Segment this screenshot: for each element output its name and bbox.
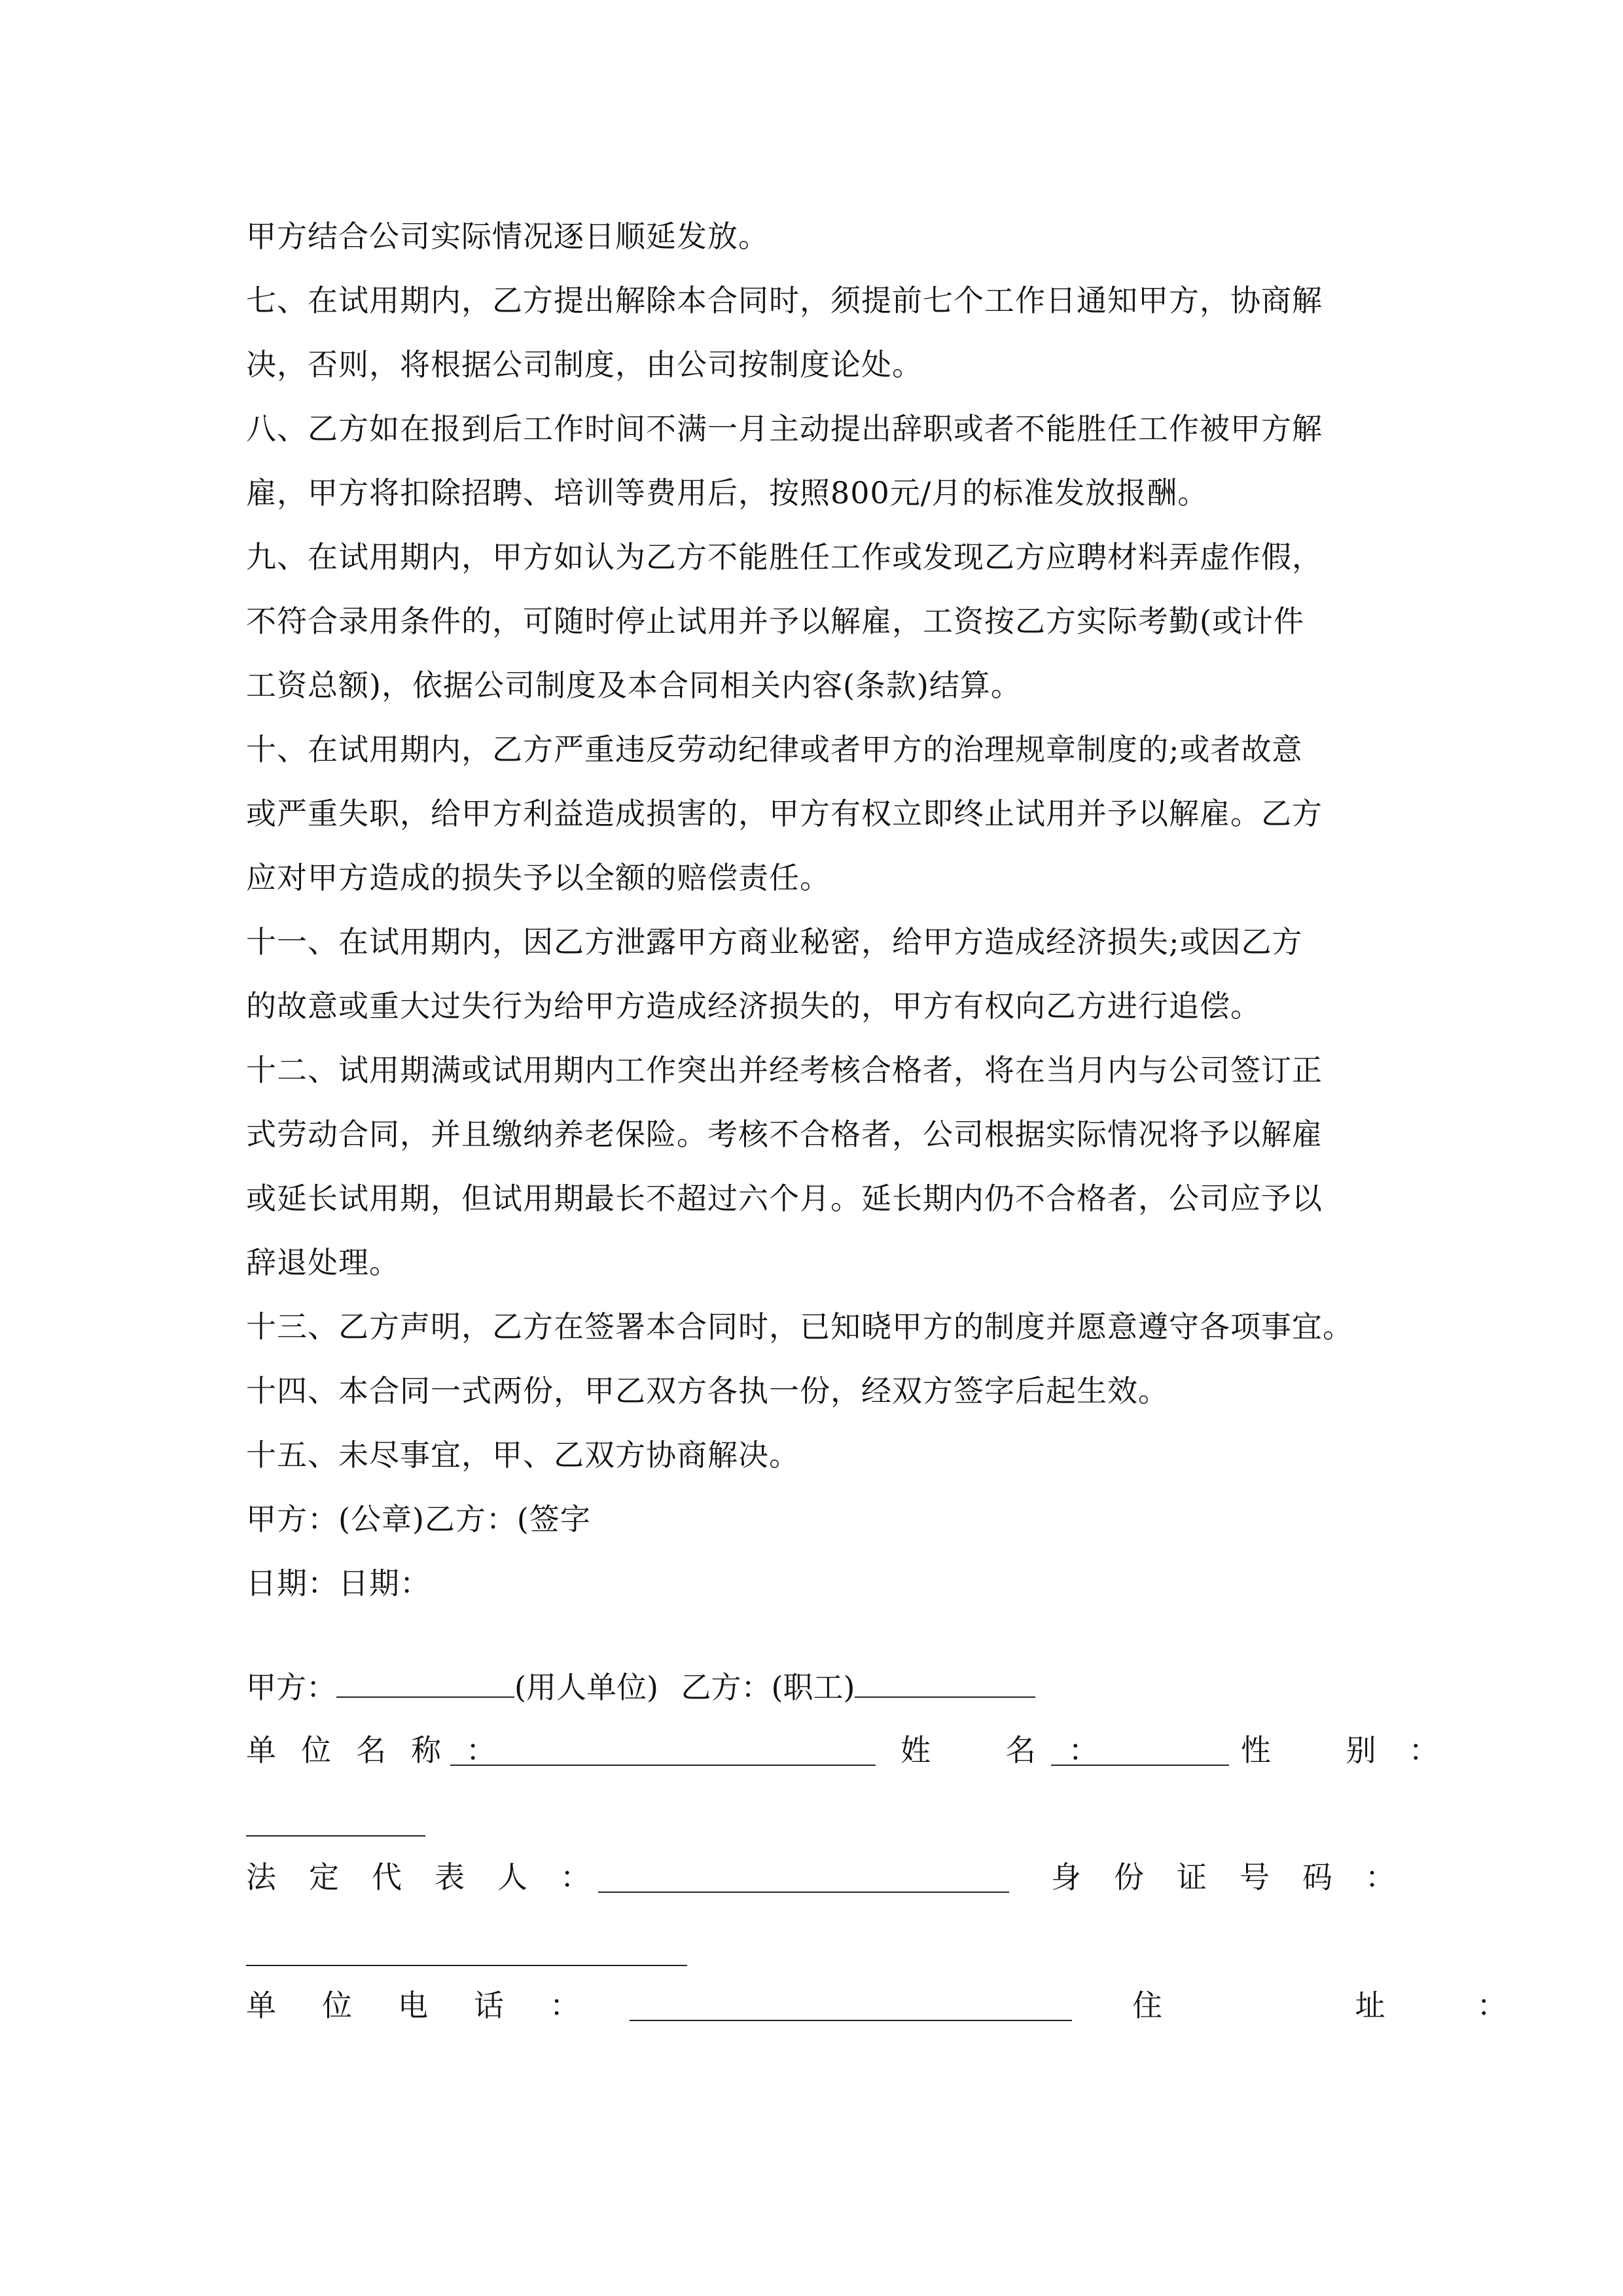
party-b-label: 乙方：	[681, 1670, 772, 1705]
unit-phone-blank[interactable]	[630, 1991, 1072, 2021]
gender-label: 性 别：	[1241, 1732, 1472, 1768]
paragraph-line: 应对甲方造成的损失予以全额的赔偿责任。	[246, 860, 830, 895]
paragraph-line: 十四、本合同一式两份，甲乙双方各执一份，经双方签字后起生效。	[246, 1373, 1169, 1408]
employee-note: (职工)	[771, 1670, 855, 1705]
paragraph-line: 七、在试用期内，乙方提出解除本合同时，须提前七个工作日通知甲方，协商解	[246, 283, 1323, 318]
paragraph-line: 辞退处理。	[246, 1245, 400, 1280]
legal-rep-label: 法定代表人：	[246, 1859, 623, 1895]
gender-blank[interactable]	[246, 1834, 425, 1837]
unit-phone-row	[246, 1986, 1599, 2025]
paragraph-line: 甲方结合公司实际情况逐日顺延发放。	[246, 219, 769, 254]
legal-rep-row	[246, 1857, 1428, 1897]
name-blank[interactable]	[1051, 1736, 1229, 1766]
party-row	[246, 1668, 1035, 1707]
paragraph-line: 的故意或重大过失行为给甲方造成经济损失的，甲方有权向乙方进行追偿。	[246, 988, 1261, 1024]
paragraph-line: 式劳动合同，并且缴纳养老保险。考核不合格者，公司根据实际情况将予以解雇	[246, 1117, 1323, 1152]
id-number-blank[interactable]	[246, 1964, 687, 1966]
id-number-label: 身份证号码：	[1051, 1859, 1428, 1895]
paragraph-line: 决，否则，将根据公司制度，由公司按制度论处。	[246, 347, 923, 382]
paragraph-line: 不符合录用条件的，可随时停止试用并予以解雇，工资按乙方实际考勤(或计件	[246, 603, 1304, 639]
contract-body	[246, 204, 1398, 1615]
party-b-blank[interactable]	[855, 1668, 1035, 1698]
paragraph-line: 十一、在试用期内，因乙方泄露甲方商业秘密，给甲方造成经济损失;或因乙方	[246, 924, 1303, 960]
party-a-blank[interactable]	[336, 1668, 514, 1698]
unit-name-row	[246, 1731, 1472, 1770]
paragraph-line: 工资总额)，依据公司制度及本合同相关内容(条款)结算。	[246, 668, 1022, 703]
paragraph-line: 十三、乙方声明，乙方在签署本合同时，已知晓甲方的制度并愿意遵守各项事宜。	[246, 1309, 1353, 1344]
legal-rep-blank[interactable]	[598, 1863, 1009, 1893]
paragraph-line: 或严重失职，给甲方利益造成损害的，甲方有权立即终止试用并予以解雇。乙方	[246, 796, 1323, 831]
paragraph-line: 十二、试用期满或试用期内工作突出并经考核合格者，将在当月内与公司签订正	[246, 1052, 1323, 1088]
address-label: 住 址：	[1132, 1988, 1599, 2023]
paragraph-line: 八、乙方如在报到后工作时间不满一月主动提出辞职或者不能胜任工作被甲方解	[246, 411, 1323, 446]
paragraph-line: 十、在试用期内，乙方严重违反劳动纪律或者甲方的治理规章制度的;或者故意	[246, 732, 1303, 767]
employer-note: (用人单位)	[514, 1670, 658, 1705]
party-a-label: 甲方：	[246, 1670, 336, 1705]
paragraph-line: 十五、未尽事宜，甲、乙双方协商解决。	[246, 1437, 800, 1473]
unit-name-blank[interactable]	[450, 1736, 876, 1766]
paragraph-line: 或延长试用期，但试用期最长不超过六个月。延长期内仍不合格者，公司应予以	[246, 1181, 1323, 1216]
paragraph-line: 九、在试用期内，甲方如认为乙方不能胜任工作或发现乙方应聘材料弄虚作假，	[246, 539, 1323, 575]
date-line: 日期：日期：	[246, 1566, 431, 1601]
signature-line: 甲方：(公章)乙方：(签字	[246, 1501, 591, 1537]
name-label: 姓 名：	[901, 1732, 1132, 1768]
paragraph-line: 雇，甲方将扣除招聘、培训等费用后，按照800元/月的标准发放报酬。	[246, 475, 1209, 511]
unit-phone-label: 单位电话：	[246, 1988, 626, 2023]
unit-name-label: 单位名称：	[246, 1732, 521, 1768]
